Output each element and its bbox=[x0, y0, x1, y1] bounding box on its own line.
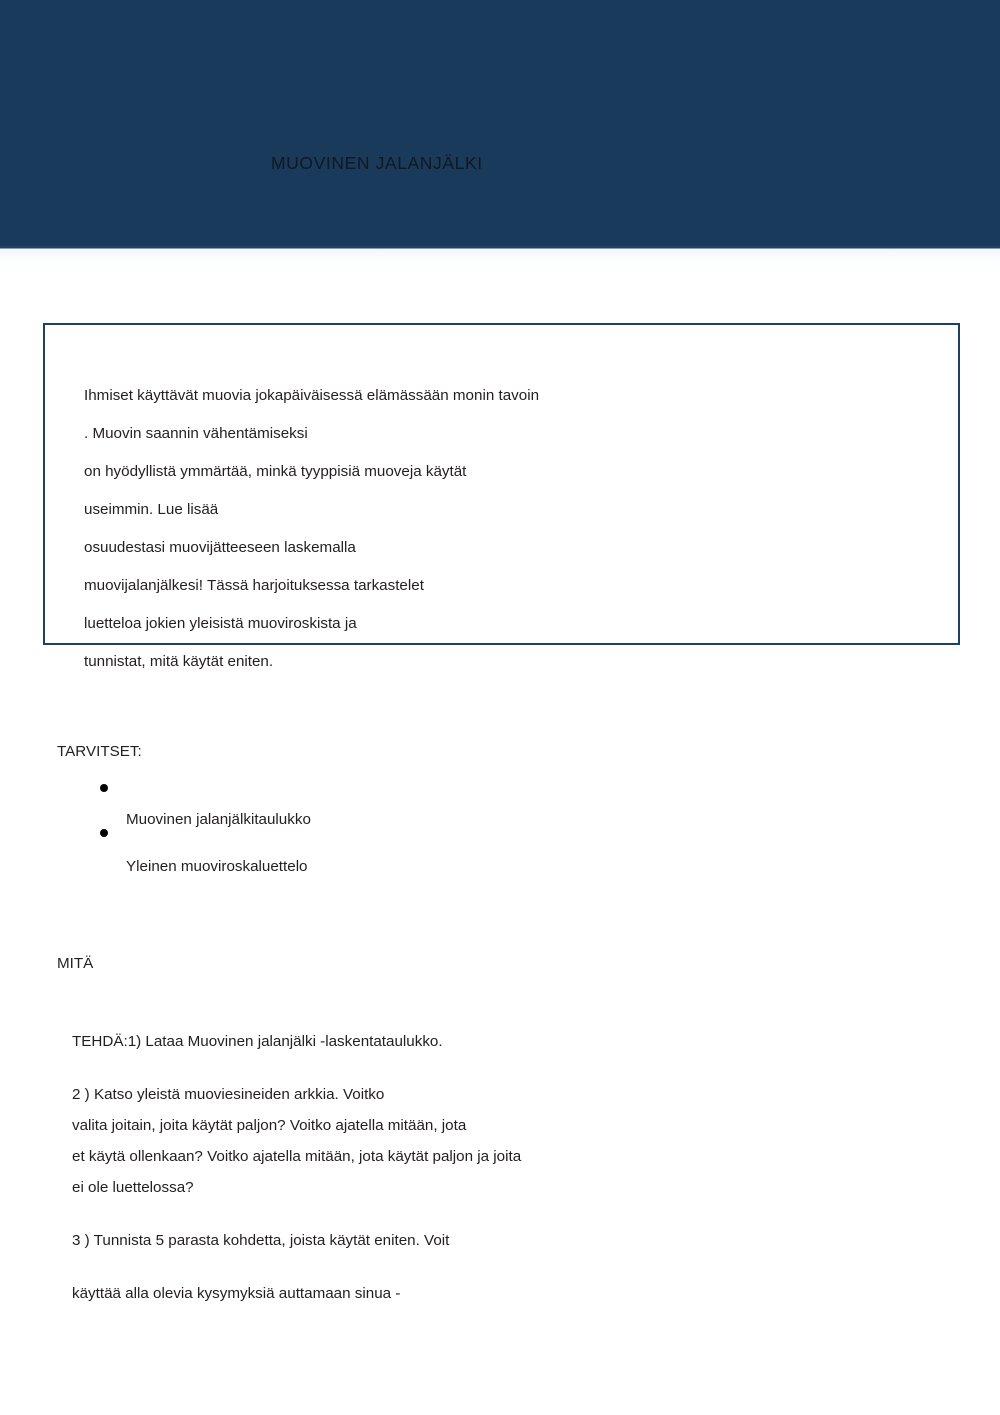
header-banner bbox=[0, 0, 1000, 248]
step-line: ei ole luettelossa? bbox=[72, 1179, 194, 1196]
intro-line: osuudestasi muovijätteeseen laskemalla bbox=[84, 539, 356, 556]
header-banner-bottom-edge bbox=[0, 246, 1000, 249]
intro-line: on hyödyllistä ymmärtää, minkä tyyppisiä muoveja käytät bbox=[84, 463, 467, 480]
intro-line: muovijalanjälkesi! Tässä harjoituksessa tarkastelet bbox=[84, 577, 424, 594]
list-item: Yleinen muoviroskaluettelo bbox=[126, 858, 308, 875]
intro-line: useimmin. Lue lisää bbox=[84, 501, 219, 518]
needs-section-heading: TARVITSET: bbox=[57, 743, 142, 760]
step-line: TEHDÄ:1) Lataa Muovinen jalanjälki -laskentataulukko. bbox=[72, 1033, 443, 1050]
paragraph-gap bbox=[72, 1256, 952, 1278]
steps-block bbox=[72, 1026, 952, 1309]
step-line: 2 ) Katso yleistä muoviesineiden arkkia. Voitko bbox=[72, 1086, 385, 1103]
intro-line-overflow: tunnistat, mitä käytät eniten. bbox=[84, 653, 274, 670]
page-title: MUOVINEN JALANJÄLKI bbox=[271, 153, 483, 173]
intro-line: luetteloa jokien yleisistä muoviroskista ja bbox=[84, 615, 357, 632]
list-item: Muovinen jalanjälkitaulukko bbox=[126, 811, 311, 828]
step-line: valita joitain, joita käytät paljon? Voitko ajatella mitään, jota bbox=[72, 1117, 467, 1134]
paragraph-gap bbox=[72, 1057, 952, 1079]
step-line: et käytä ollenkaan? Voitko ajatella mitään, jota käytät paljon ja joita bbox=[72, 1148, 522, 1165]
scan-texture bbox=[0, 249, 1000, 275]
paragraph-gap bbox=[72, 1203, 952, 1225]
intro-line: . Muovin saannin vähentämiseksi bbox=[84, 425, 308, 442]
step-line: 3 ) Tunnista 5 parasta kohdetta, joista käytät eniten. Voit bbox=[72, 1232, 450, 1249]
intro-line: Ihmiset käyttävät muovia jokapäiväisessä elämässään monin tavoin bbox=[84, 387, 540, 404]
what-section-heading: MITÄ bbox=[57, 955, 94, 972]
bullet-icon bbox=[100, 829, 108, 837]
step-line: käyttää alla olevia kysymyksiä auttamaan sinua - bbox=[72, 1285, 401, 1302]
bullet-icon bbox=[100, 784, 108, 792]
intro-paragraph bbox=[84, 377, 944, 681]
